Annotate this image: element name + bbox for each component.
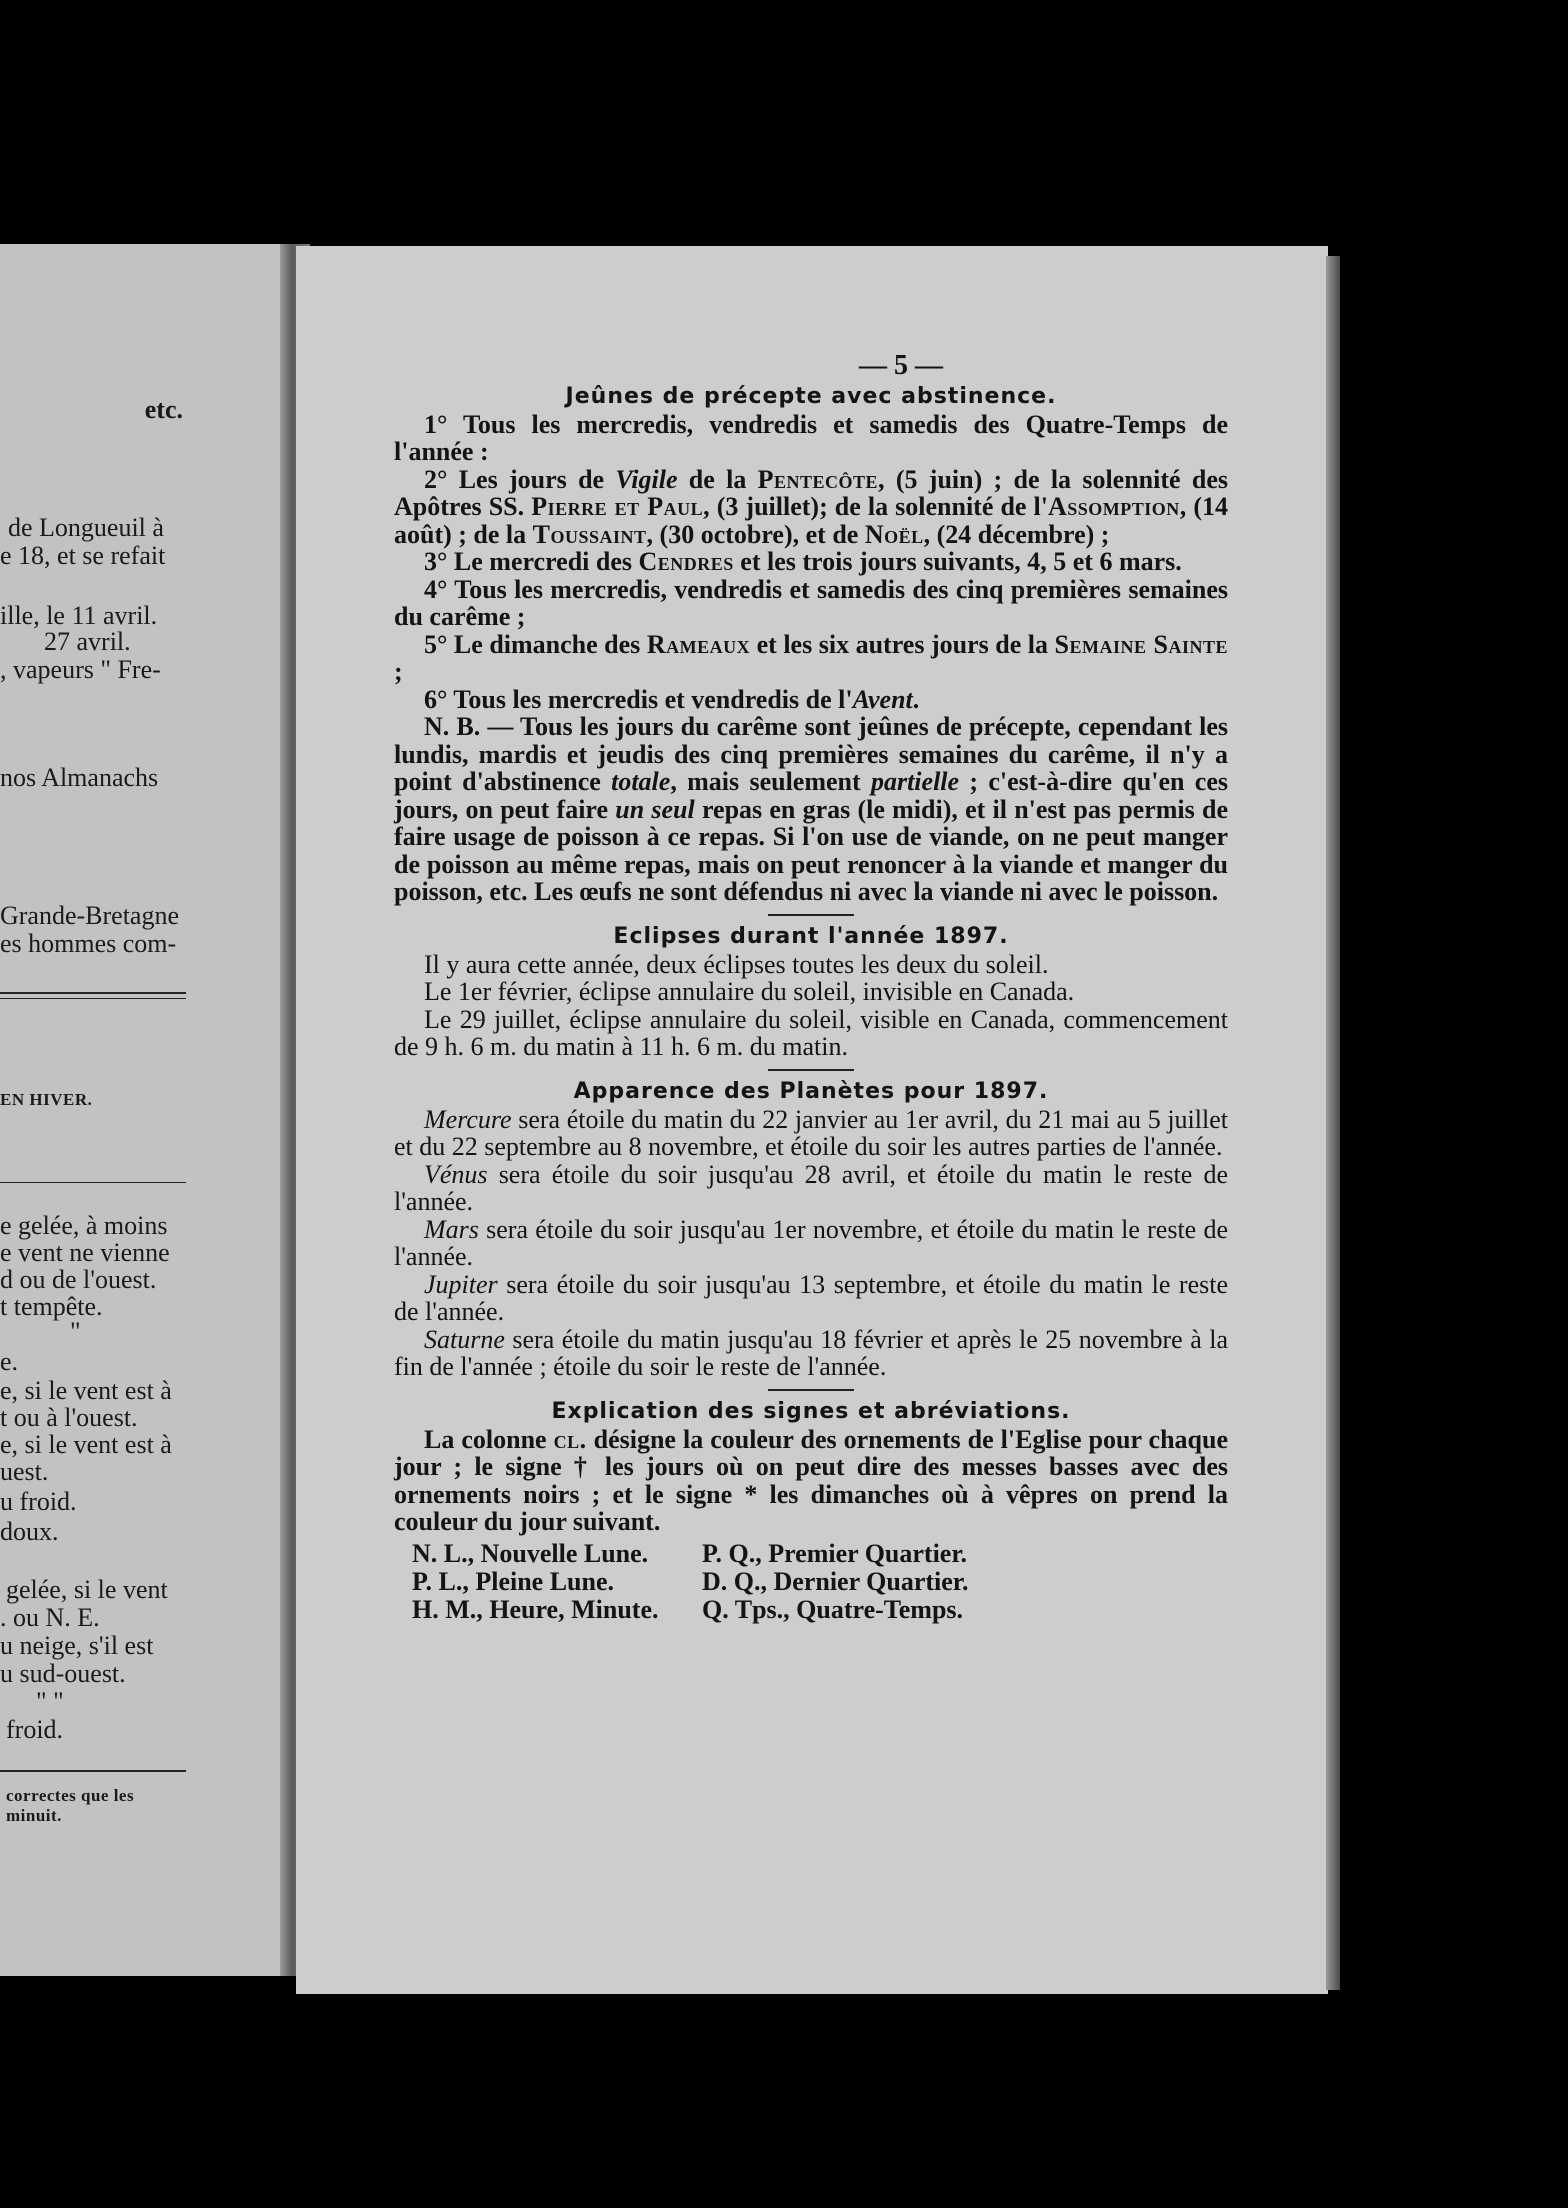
- jeunes-item-1: 1° Tous les mercredis, vendredis et samedis des Quatre-Temps de l'année :: [394, 409, 1228, 466]
- page-content: [394, 352, 1228, 1624]
- left-text-line: d ou de l'ouest.: [0, 1265, 157, 1294]
- page-5: [296, 246, 1328, 1994]
- abbreviation-item: Q. Tps., Quatre-Temps.: [702, 1594, 964, 1624]
- left-text-line: u sud-ouest.: [0, 1659, 126, 1688]
- abbreviation-item: P. L., Pleine Lune.: [412, 1566, 615, 1596]
- planet-entry-venus: Vénus sera étoile du soir jusqu'au 28 avril, et étoile du matin le reste de l'année.: [394, 1159, 1228, 1216]
- left-text-line: e, si le vent est à: [0, 1430, 172, 1459]
- section-heading-explication: Explication des signes et abréviations.: [551, 1398, 1071, 1424]
- left-text-line: minuit.: [6, 1806, 62, 1825]
- left-text-line: t tempête.: [0, 1292, 103, 1321]
- jeunes-note: N. B. — Tous les jours du carême sont jeûnes de précepte, cependant les lundis, mardis et jeudis des cinq premières semaines du carême, il n'y a point d'abstinence totale, mais seulement partielle ; c'est-à-dire qu'en ces jours, on peut faire un seul repas en gras (le midi), et il n'est pas permis de faire usage de poisson à ce repas. Si l'on use de viande, on ne peut manger de poisson au même repas, mais on peut renoncer à la viande et manger du poisson, etc. Les œufs ne sont défendus ni avec la viande ni avec le poisson.: [394, 712, 1228, 906]
- left-text-line: " ": [36, 1687, 64, 1716]
- section-heading-planetes: Apparence des Planètes pour 1897.: [573, 1078, 1049, 1104]
- left-rule: [0, 1182, 186, 1183]
- section-divider: [768, 1389, 854, 1391]
- left-text-line: u neige, s'il est: [0, 1631, 154, 1660]
- jeunes-item-4: 4° Tous les mercredis, vendredis et samedis des cinq premières semaines du carême ;: [394, 574, 1228, 631]
- left-text-line: . ou N. E.: [0, 1603, 100, 1632]
- section-divider: [768, 914, 854, 916]
- left-text-line: es hommes com-: [0, 929, 177, 958]
- section-divider: [768, 1069, 854, 1071]
- planet-entry-saturne: Saturne sera étoile du matin jusqu'au 18 février et après le 25 novembre à la fin de l'année ; étoile du soir le reste de l'année.: [394, 1324, 1228, 1381]
- left-text-line: u froid.: [0, 1487, 77, 1516]
- left-text-line: doux.: [0, 1517, 59, 1546]
- planet-entry-mars: Mars sera étoile du soir jusqu'au 1er novembre, et étoile du matin le reste de l'année.: [394, 1214, 1228, 1271]
- left-text-line: correctes que les: [6, 1786, 135, 1805]
- left-text-line: e.: [0, 1347, 19, 1376]
- page-number: — 5 —: [859, 350, 943, 381]
- left-text-line: froid.: [6, 1715, 64, 1744]
- left-text-line: e vent ne vienne: [0, 1238, 170, 1267]
- left-rule: [0, 998, 186, 999]
- left-text-line: , vapeurs " Fre-: [0, 655, 161, 684]
- left-text-line: e gelée, à moins: [0, 1211, 168, 1240]
- explication-paragraph: La colonne cl. désigne la couleur des ornements de l'Eglise pour chaque jour ; le signe † les jours où on peut dire des messes basses avec des ornements noirs ; et le signe * les dimanches où à vêpres on prend la couleur du jour suivant.: [394, 1424, 1228, 1536]
- section-heading-eclipses: Eclipses durant l'année 1897.: [613, 923, 1009, 949]
- previous-page-fragment: [0, 244, 295, 1976]
- left-text-line: de Longueuil à: [8, 513, 164, 542]
- jeunes-item-6: 6° Tous les mercredis et vendredis de l'Avent.: [424, 684, 920, 714]
- jeunes-item-3: 3° Le mercredi des Cendres et les trois jours suivants, 4, 5 et 6 mars.: [424, 547, 1182, 576]
- left-rule: [0, 1770, 186, 1772]
- left-text-line: uest.: [0, 1457, 49, 1486]
- left-text-line: t ou à l'ouest.: [0, 1403, 138, 1432]
- eclipses-paragraph: Le 29 juillet, éclipse annulaire du soleil, visible en Canada, commencement de 9 h. 6 m. du matin à 11 h. 6 m. du matin.: [394, 1004, 1228, 1061]
- left-rule: [0, 992, 186, 994]
- left-text-line: nos Almanachs: [0, 763, 159, 792]
- left-text-line: e, si le vent est à: [0, 1376, 172, 1405]
- planet-entry-mercure: Mercure sera étoile du matin du 22 janvier au 1er avril, du 21 mai au 5 juillet et du 22 septembre au 8 novembre, et étoile du soir les autres parties de l'année.: [394, 1104, 1228, 1161]
- left-text-line: ": [70, 1317, 81, 1346]
- jeunes-item-2: 2° Les jours de Vigile de la Pentecôte, (5 juin) ; de la solennité des Apôtres SS. Pierre et Paul, (3 juillet); de la solennité de l'Assomption, (14 août) ; de la Toussaint, (30 octobre), et de Noël, (24 décembre) ;: [394, 464, 1228, 549]
- left-text-line: e 18, et se refait: [0, 541, 166, 570]
- left-text-line: 27 avril.: [44, 627, 131, 656]
- eclipses-paragraph: Il y aura cette année, deux éclipses toutes les deux du soleil.: [424, 949, 1049, 979]
- abbreviation-item: H. M., Heure, Minute.: [412, 1594, 659, 1624]
- left-text-line: gelée, si le vent: [6, 1575, 168, 1604]
- eclipses-paragraph: Le 1er février, éclipse annulaire du soleil, invisible en Canada.: [424, 977, 1075, 1006]
- abbreviations-list: [412, 1540, 1228, 1624]
- abbreviation-item: N. L., Nouvelle Lune.: [412, 1538, 649, 1568]
- abbreviation-item: D. Q., Dernier Quartier.: [702, 1566, 969, 1596]
- planet-entry-jupiter: Jupiter sera étoile du soir jusqu'au 13 septembre, et étoile du matin le reste de l'année.: [394, 1269, 1228, 1326]
- left-text-line: etc.: [144, 395, 183, 424]
- left-text-line: EN HIVER.: [0, 1090, 93, 1109]
- left-text-line: ille, le 11 avril.: [0, 601, 158, 630]
- left-text-line: Grande-Bretagne: [0, 901, 180, 930]
- abbreviation-item: P. Q., Premier Quartier.: [702, 1538, 968, 1568]
- page-edge-shadow: [1326, 256, 1340, 1990]
- jeunes-item-5: 5° Le dimanche des Rameaux et les six autres jours de la Semaine Sainte ;: [394, 629, 1228, 686]
- section-heading-jeunes: Jeûnes de précepte avec abstinence.: [565, 383, 1057, 409]
